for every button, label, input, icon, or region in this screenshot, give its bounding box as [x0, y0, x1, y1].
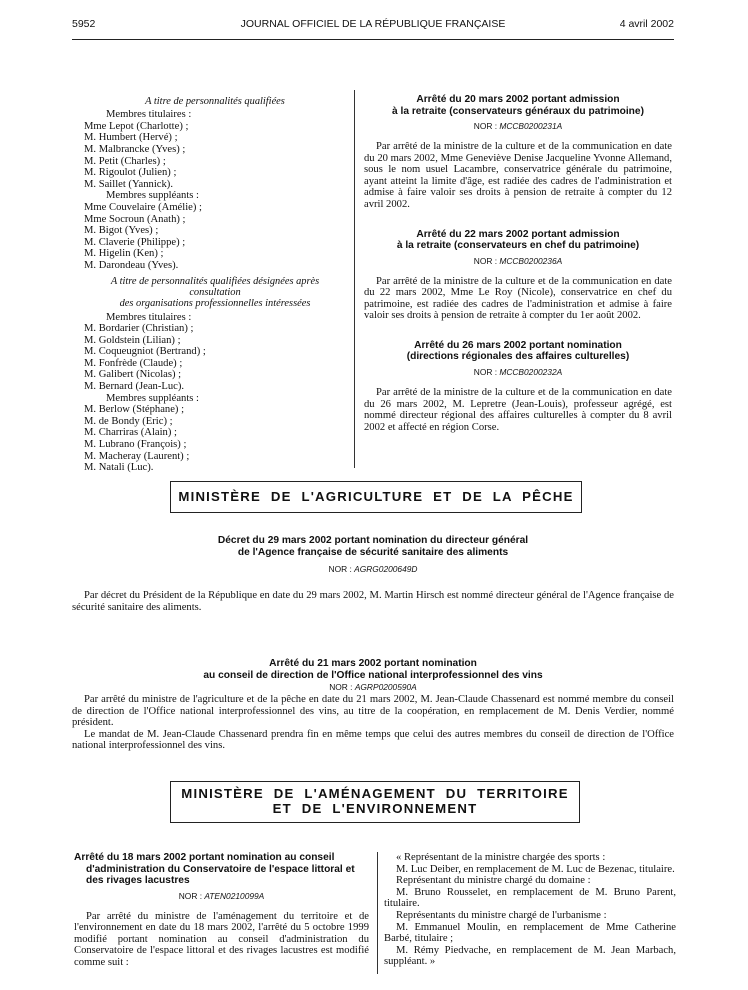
ministry-heading-agriculture — [170, 481, 582, 513]
nor-reference — [364, 256, 672, 266]
member-entry: M. Charriras (Alain) ; — [84, 427, 177, 439]
member-entry: M. Darondeau (Yves). — [84, 260, 179, 272]
suppleants-list — [84, 202, 346, 272]
member-entry: M. Bernard (Jean-Luc). — [84, 381, 185, 393]
member-entry: M. Petit (Charles) ; — [84, 155, 166, 167]
arrete-body: Par arrêté de la ministre de la culture et de la communication en date du 22 mars 2002, Mme Le Roy (Nicole), conservatrice en chef du patrimoine, est radiée des cadres de l'administration et admise à faire valoir ses droits à pension de retraite à compter du 1er août 2002. — [364, 275, 672, 322]
continuation-line: Représentant du ministre chargé du domaine : — [396, 875, 591, 887]
member-entry: M. Bigot (Yves) ; — [84, 225, 159, 237]
arrete-body: Par arrêté de la ministre de la culture et de la communication en date du 20 mars 2002, Mme Geneviève Denise Jacqueline Yvonne Allemand, sous le nom usuel Lacambre, conservatrice générale du patrimoine, ayant atteint la limite d'âge, est radiée des cadres de l'administration et admise à faire valoir ses droits à pension de retraite à compter du 12 avril 2002. — [364, 141, 672, 210]
arrete-title-line1: Arrêté du 21 mars 2002 portant nomination — [269, 658, 477, 669]
decret-title-line2: de l'Agence française de sécurité sanitaire des aliments — [237, 546, 509, 558]
section-title-line2: des organisations professionnelles intéressées — [119, 298, 311, 310]
member-entry: M. de Bondy (Eric) ; — [84, 415, 173, 427]
nor-code: MCCB0200231A — [499, 121, 563, 131]
arrete-body-paragraph-2: Le mandat de M. Jean-Claude Chassenard prendra fin en même temps que celui des autres membres du conseil de direction de l'Office national interprofessionnel des vins. — [72, 728, 674, 752]
nor-reference — [74, 891, 369, 901]
arrete-title-line2: au conseil de direction de l'Office national interprofessionnel des vins — [203, 669, 543, 681]
member-entry: M. Higelin (Ken) ; — [84, 248, 164, 260]
member-entry: Mme Couvelaire (Amélie) ; — [84, 202, 202, 214]
continuation-line: M. Emmanuel Moulin, en remplacement de Mme Catherine Barbé, titulaire ; — [384, 921, 676, 945]
nor-reference — [364, 367, 672, 377]
suppleants-label: Membres suppléants : — [106, 392, 199, 404]
continuation-line: Représentants du ministre chargé de l'urbanisme : — [396, 909, 607, 921]
nor-label: NOR : — [473, 366, 498, 377]
continuation-line: M. Bruno Rousselet, en remplacement de M. Bruno Parent, titulaire. — [384, 886, 676, 910]
member-entry: M. Coqueugniot (Bertrand) ; — [84, 346, 206, 358]
nor-reference — [364, 121, 672, 131]
nor-label: NOR : — [473, 255, 498, 266]
arrete-body-paragraph-1: Par arrêté du ministre de l'agriculture et de la pêche en date du 21 mars 2002, M. Jean-Claude Chassenard est nommé membre du conseil de direction de l'Office national interprofessionnel des vins, au titre de la coopération, en remplacement de M. Denis Verdier, nommé président. — [72, 694, 674, 729]
member-entry: M. Saillet (Yannick). — [84, 178, 173, 190]
nor-code: MCCB0200232A — [499, 366, 563, 377]
nor-label: NOR : — [328, 564, 352, 574]
column-divider — [377, 852, 378, 974]
titulaires-label: Membres titulaires : — [106, 109, 192, 121]
member-entry: M. Lubrano (François) ; — [84, 439, 187, 451]
nor-reference — [72, 564, 674, 574]
ministry-heading-environment — [170, 781, 580, 823]
suppleants-list — [84, 404, 346, 474]
decret-title-line1: Décret du 29 mars 2002 portant nomination du directeur général — [217, 535, 529, 546]
titulaires-list — [84, 323, 346, 393]
nor-code: ATEN0210099A — [204, 890, 265, 901]
continuation-line: M. Rémy Piedvache, en remplacement de M. Jean Marbach, suppléant. » — [384, 944, 676, 968]
titulaires-label: Membres titulaires : — [106, 311, 192, 323]
nor-label: NOR : — [178, 890, 203, 901]
continuation-line: M. Luc Deiber, en remplacement de M. Luc de Bezenac, titulaire. — [396, 863, 675, 875]
arrete-18-mars — [74, 852, 369, 968]
member-entry: M. Galibert (Nicolas) ; — [84, 369, 182, 381]
nor-reference — [72, 682, 674, 692]
member-entry: M. Bordarier (Christian) ; — [84, 323, 194, 335]
page-header — [72, 18, 674, 34]
arrete-20-mars — [364, 94, 672, 211]
continuation-line: « Représentant de la ministre chargée des sports : — [396, 852, 606, 863]
arrete-title: Arrêté du 18 mars 2002 portant nomination au conseil d'administration du Conservatoire de l'espace littoral et des rivages lacustres — [74, 852, 355, 886]
member-entry: M. Malbrancke (Yves) ; — [84, 144, 186, 156]
arrete-body: Par arrêté de la ministre de la culture et de la communication en date du 26 mars 2002, M. Lepretre (Jean-Louis), professeur agrégé, est nommé directeur régional des affaires culturelles à compter du 8 avril 2002 et affecté en région Corse. — [364, 386, 672, 433]
section-title: A titre de personnalités qualifiées — [145, 96, 285, 107]
right-column-arretes — [364, 94, 672, 445]
nor-label: NOR : — [473, 121, 498, 131]
arrete-21-mars — [72, 658, 674, 752]
arrete-22-mars — [364, 229, 672, 322]
decret-29-mars — [72, 535, 674, 613]
member-entry: M. Berlow (Stéphane) ; — [84, 404, 185, 416]
suppleants-label: Membres suppléants : — [106, 190, 199, 202]
page-number: 5952 — [72, 18, 96, 30]
section-personnalites-designees — [84, 276, 346, 474]
arrete-title-line2: à la retraite (conservateurs en chef du patrimoine) — [396, 240, 640, 252]
section-title-line1: A titre de personnalités qualifiées désignées après consultation — [110, 275, 320, 298]
arrete-title-line2: à la retraite (conservateurs généraux du patrimoine) — [392, 105, 644, 117]
nor-code: MCCB0200236A — [499, 255, 563, 266]
member-entry: Mme Lepot (Charlotte) ; — [84, 120, 189, 132]
nor-code: AGRG0200649D — [354, 564, 418, 574]
arrete-title-line1: Arrêté du 20 mars 2002 portant admission — [416, 94, 620, 105]
ministry-title-line2: ET DE L'ENVIRONNEMENT — [272, 801, 478, 816]
member-entry: Mme Socroun (Anath) ; — [84, 213, 186, 225]
member-entry: M. Claverie (Philippe) ; — [84, 236, 186, 248]
column-divider — [354, 90, 355, 468]
member-entry: M. Fonfrède (Claude) ; — [84, 357, 183, 369]
journal-title: JOURNAL OFFICIEL DE LA RÉPUBLIQUE FRANÇAISE — [240, 18, 506, 30]
arrete-title-line1: Arrêté du 22 mars 2002 portant admission — [416, 228, 620, 240]
arrete-26-mars — [364, 340, 672, 433]
arrete-title-line1: Arrêté du 26 mars 2002 portant nomination — [414, 339, 622, 351]
nor-code: AGRP0200590A — [354, 682, 417, 692]
member-entry: M. Goldstein (Lilian) ; — [84, 334, 181, 346]
member-entry: M. Natali (Luc). — [84, 462, 154, 474]
ministry-title-line1: MINISTÈRE DE L'AMÉNAGEMENT DU TERRITOIRE — [181, 786, 569, 801]
section-personnalites-qualifiees — [84, 96, 346, 272]
header-rule — [72, 39, 674, 40]
decret-body: Par décret du Président de la République en date du 29 mars 2002, M. Martin Hirsch est nommé directeur général de l'Agence française de sécurité sanitaire des aliments. — [72, 590, 674, 613]
member-entry: M. Macheray (Laurent) ; — [84, 450, 190, 462]
member-entry: M. Rigoulot (Julien) ; — [84, 167, 177, 179]
nor-label: NOR : — [329, 682, 353, 692]
member-entry: M. Humbert (Hervé) ; — [84, 132, 178, 144]
arrete-title-line2: (directions régionales des affaires culturelles) — [406, 351, 630, 363]
arrete-body: Par arrêté du ministre de l'aménagement du territoire et de l'environnement en date du 18 mars 2002, l'arrêté du 5 octobre 1999 modifié portant nomination au conseil d'administration du Conservatoire de l'espace littoral et des rivages lacustres est modifié comme suit : — [74, 910, 369, 968]
left-column-member-lists — [84, 96, 346, 474]
ministry-title: MINISTÈRE DE L'AGRICULTURE ET DE LA PÊCHE — [178, 489, 574, 504]
issue-date: 4 avril 2002 — [619, 18, 674, 30]
titulaires-list — [84, 121, 346, 191]
continuation-list — [384, 852, 676, 968]
arrete-18-mars-continuation — [384, 852, 676, 968]
